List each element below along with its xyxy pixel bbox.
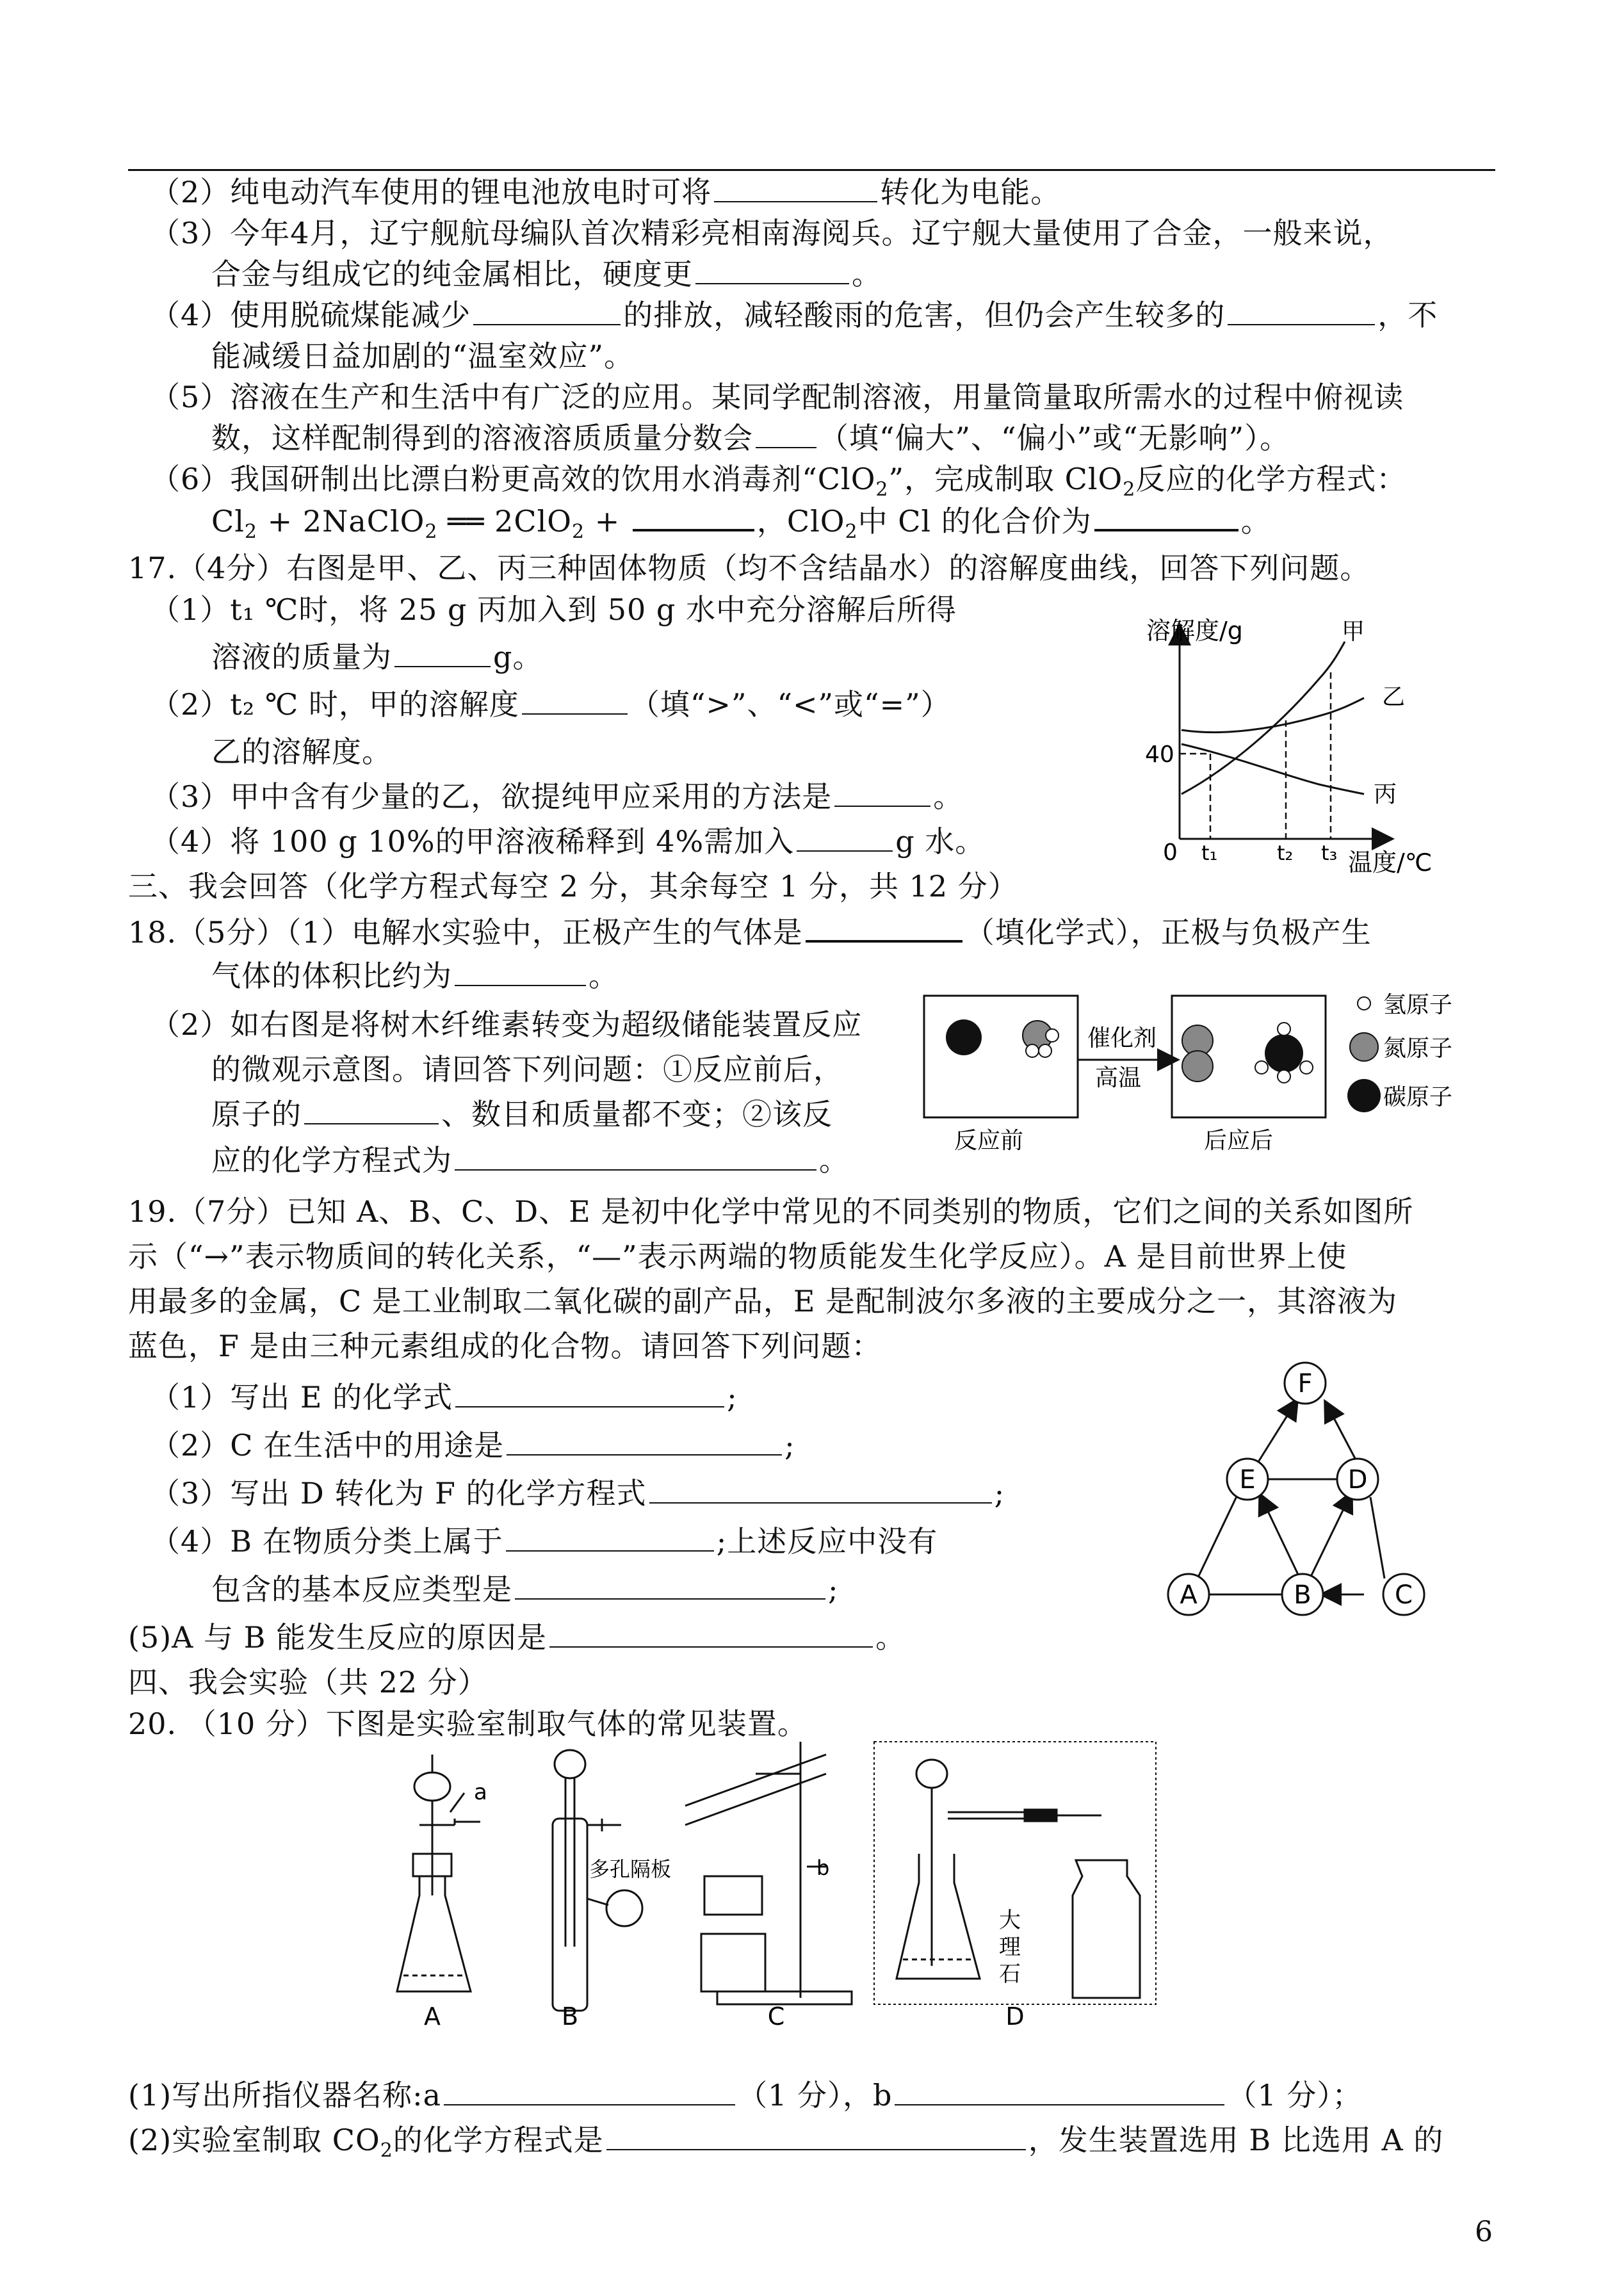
q16-4-line-a: （4）使用脱硫煤能减少 的排放，减轻酸雨的危害，但仍会产生较多的 ，不	[150, 295, 1438, 336]
curve-jia	[1181, 642, 1345, 794]
q20-2-line: (2)实验室制取 $CO_2$的化学方程式是 ，发生装置选用 B 比选用 A 的	[128, 2120, 1443, 2171]
q18-1-line-b: 气体的体积比约为 。	[211, 955, 619, 996]
legend-hydrogen: 氢原子	[1383, 992, 1453, 1018]
answer-blank[interactable]	[797, 821, 893, 852]
q16-6-line-a: （6）我国研制出比漂白粉更高效的饮用水消毒剂“ClO$_2$”，完成制取 ClO$_2$反应的化学方程式：	[150, 462, 1407, 501]
answer-blank[interactable]	[444, 2075, 735, 2105]
answer-blank[interactable]	[515, 1569, 825, 1600]
marble-label-2: 理	[999, 1934, 1021, 1960]
q16-6-line-b: $Cl_2$ + 2NaClO$_2$ ══ 2ClO$_2$ + ，ClO$_2$中 Cl 的化合价为 。	[211, 499, 1271, 553]
q19-3-line: （3）写出 D 转化为 F 的化学方程式 ;	[150, 1473, 1005, 1514]
answer-blank[interactable]	[714, 172, 877, 202]
q18-2-line-c: 原子的 、数目和质量都不变；②该反	[211, 1094, 832, 1135]
q18-2-line-b: 的微观示意图。请回答下列问题：①反应前后，	[211, 1052, 843, 1087]
q18-2-line-d: 应的化学方程式为 。	[211, 1140, 849, 1181]
node-a: A	[1180, 1580, 1198, 1610]
q17-2-line-a: （2）t₂ ℃ 时，甲的溶解度 （填“>”、“<”或“=”）	[150, 684, 951, 725]
curve-yi	[1181, 698, 1364, 733]
node-b: B	[1294, 1580, 1311, 1610]
after-label: 后应后	[1204, 1128, 1274, 1154]
legend-hydrogen-icon	[1358, 997, 1370, 1010]
answer-blank[interactable]	[649, 1473, 992, 1504]
answer-blank[interactable]	[549, 1617, 873, 1648]
perforated-plate-label: 多孔隔板	[589, 1857, 672, 1881]
answer-blank[interactable]	[506, 1521, 714, 1552]
answer-blank[interactable]	[304, 1094, 439, 1124]
micro-reaction-diagram	[922, 989, 1498, 1162]
q19-stem-d: 蓝色，F 是由三种元素组成的化合物。请回答下列问题：	[128, 1329, 882, 1363]
label-apparatus-c: C	[767, 2002, 785, 2030]
answer-blank[interactable]	[522, 684, 628, 715]
label-bing: 丙	[1374, 781, 1397, 807]
q19-1-line: （1）写出 E 的化学式 ;	[150, 1377, 738, 1418]
header-rule	[128, 169, 1495, 171]
node-d: D	[1347, 1465, 1368, 1495]
answer-blank[interactable]	[606, 2120, 1026, 2150]
q16-2-line: （2）纯电动汽车使用的锂电池放电时可将 转化为电能。	[150, 172, 1060, 213]
q19-5-line: (5)A 与 B 能发生反应的原因是 。	[128, 1617, 905, 1658]
q17-1-line-a: （1）t₁ ℃时，将 25 g 丙加入到 50 g 水中充分溶解后所得	[150, 592, 957, 627]
y-tick-40: 40	[1145, 742, 1174, 768]
answer-blank[interactable]	[695, 254, 849, 284]
q19-2-line: （2）C 在生活中的用途是 ;	[150, 1425, 795, 1466]
section-4-heading: 四、我会实验（共 22 分）	[128, 1665, 488, 1699]
substance-relation-diagram	[1165, 1351, 1454, 1620]
q16-4-line-b: 能减缓日益加剧的“温室效应”。	[211, 339, 635, 373]
node-e: E	[1239, 1465, 1256, 1495]
answer-blank[interactable]	[633, 499, 754, 531]
page-number: 6	[1475, 2216, 1493, 2248]
q17-3-line: （3）甲中含有少量的乙，欲提纯甲应采用的方法是 。	[150, 776, 963, 817]
label-apparatus-b: B	[561, 2002, 579, 2030]
apparatus-a	[397, 1755, 480, 1991]
q20-stem: 20. （10 分）下图是实验室制取气体的常见装置。	[128, 1707, 808, 1741]
lab-apparatus-figure	[384, 1729, 1178, 2030]
q17-1-line-b: 溶液的质量为 g。	[211, 637, 542, 677]
q16-5-line-b: 数，这样配制得到的溶液溶质质量分数会 （填“偏大”、“偏小”或“无影响”）。	[211, 418, 1290, 458]
answer-blank[interactable]	[455, 1140, 816, 1171]
q17-2-line-b: 乙的溶解度。	[211, 734, 392, 769]
legend-nitrogen: 氮原子	[1383, 1035, 1453, 1062]
q20-1-line: (1)写出所指仪器名称:a （1 分），b （1 分）；	[128, 2075, 1362, 2116]
label-jia: 甲	[1342, 619, 1365, 645]
q19-4-line-b: 包含的基本反应类型是 ;	[211, 1569, 839, 1610]
legend-nitrogen-icon	[1350, 1033, 1378, 1061]
q16-3-line-a: （3）今年4月，辽宁舰航母编队首次精彩亮相南海阅兵。辽宁舰大量使用了合金，一般来说，	[150, 216, 1393, 250]
label-yi: 乙	[1382, 684, 1406, 710]
section-3-heading: 三、我会回答（化学方程式每空 2 分，其余每空 1 分，共 12 分）	[128, 869, 1018, 904]
label-b-tag: b	[816, 1856, 830, 1880]
answer-blank[interactable]	[1094, 499, 1238, 531]
answer-blank[interactable]	[1228, 295, 1375, 325]
marble-label-1: 大	[999, 1908, 1021, 1933]
label-a-tag: a	[474, 1780, 487, 1805]
answer-blank[interactable]	[473, 295, 621, 325]
answer-blank[interactable]	[455, 955, 586, 986]
answer-blank[interactable]	[394, 637, 491, 667]
x-tick-t3: t₃	[1321, 841, 1338, 865]
q19-stem-a: 19.（7分）已知 A、B、C、D、E 是初中化学中常见的不同类别的物质，它们之间的关系如图所	[128, 1194, 1414, 1229]
q18-1-line-a: 18.（5分）（1）电解水实验中，正极产生的气体是 （填化学式），正极与负极产生	[128, 911, 1372, 953]
node-f: F	[1297, 1369, 1313, 1399]
curve-bing	[1181, 744, 1364, 794]
q18-2-line-a: （2）如右图是将树木纤维素转变为超级储能装置反应	[150, 1007, 863, 1042]
condition-label: 高温	[1095, 1065, 1142, 1091]
q17-stem: 17.（4分）右图是甲、乙、丙三种固体物质（均不含结晶水）的溶解度曲线，回答下列问题。	[128, 551, 1370, 585]
answer-blank[interactable]	[895, 2075, 1224, 2105]
answer-blank[interactable]	[834, 776, 930, 807]
x-tick-t1: t₁	[1201, 841, 1218, 865]
q16-5-line-a: （5）溶液在生产和生活中有广泛的应用。某同学配制溶液，用量筒量取所需水的过程中俯视读	[150, 380, 1404, 414]
answer-blank[interactable]	[756, 418, 816, 448]
answer-blank[interactable]	[507, 1425, 782, 1456]
origin-label: 0	[1163, 839, 1178, 866]
answer-blank[interactable]	[455, 1377, 724, 1407]
label-apparatus-d: D	[1005, 2002, 1025, 2030]
q19-4-line-a: （4）B 在物质分类上属于 ;上述反应中没有	[150, 1521, 938, 1562]
x-axis-label: 温度/℃	[1348, 848, 1433, 877]
q19-stem-b: 示（“→”表示物质间的转化关系，“—”表示两端的物质能发生化学反应）。A 是目前世界上使	[128, 1239, 1347, 1274]
y-axis-label: 溶解度/g	[1146, 617, 1243, 645]
carbon-atom	[946, 1019, 982, 1055]
catalyst-label: 催化剂	[1087, 1025, 1157, 1051]
legend-carbon-icon	[1347, 1079, 1381, 1112]
solubility-curve-chart	[1127, 608, 1486, 877]
q16-3-line-b: 合金与组成它的纯金属相比，硬度更 。	[211, 254, 882, 295]
before-box	[924, 996, 1078, 1117]
q19-stem-c: 用最多的金属，C 是工业制取二氧化碳的副产品，E 是配制波尔多液的主要成分之一，其溶液为	[128, 1284, 1398, 1318]
answer-blank[interactable]	[806, 911, 962, 943]
q17-4-line: （4）将 100 g 10%的甲溶液稀释到 4%需加入 g 水。	[150, 821, 985, 862]
label-apparatus-a: A	[424, 2002, 441, 2030]
node-c: C	[1395, 1580, 1413, 1610]
legend-carbon: 碳原子	[1383, 1084, 1453, 1110]
before-label: 反应前	[954, 1128, 1024, 1154]
x-tick-t2: t₂	[1277, 841, 1294, 865]
marble-label-3: 石	[999, 1961, 1021, 1987]
